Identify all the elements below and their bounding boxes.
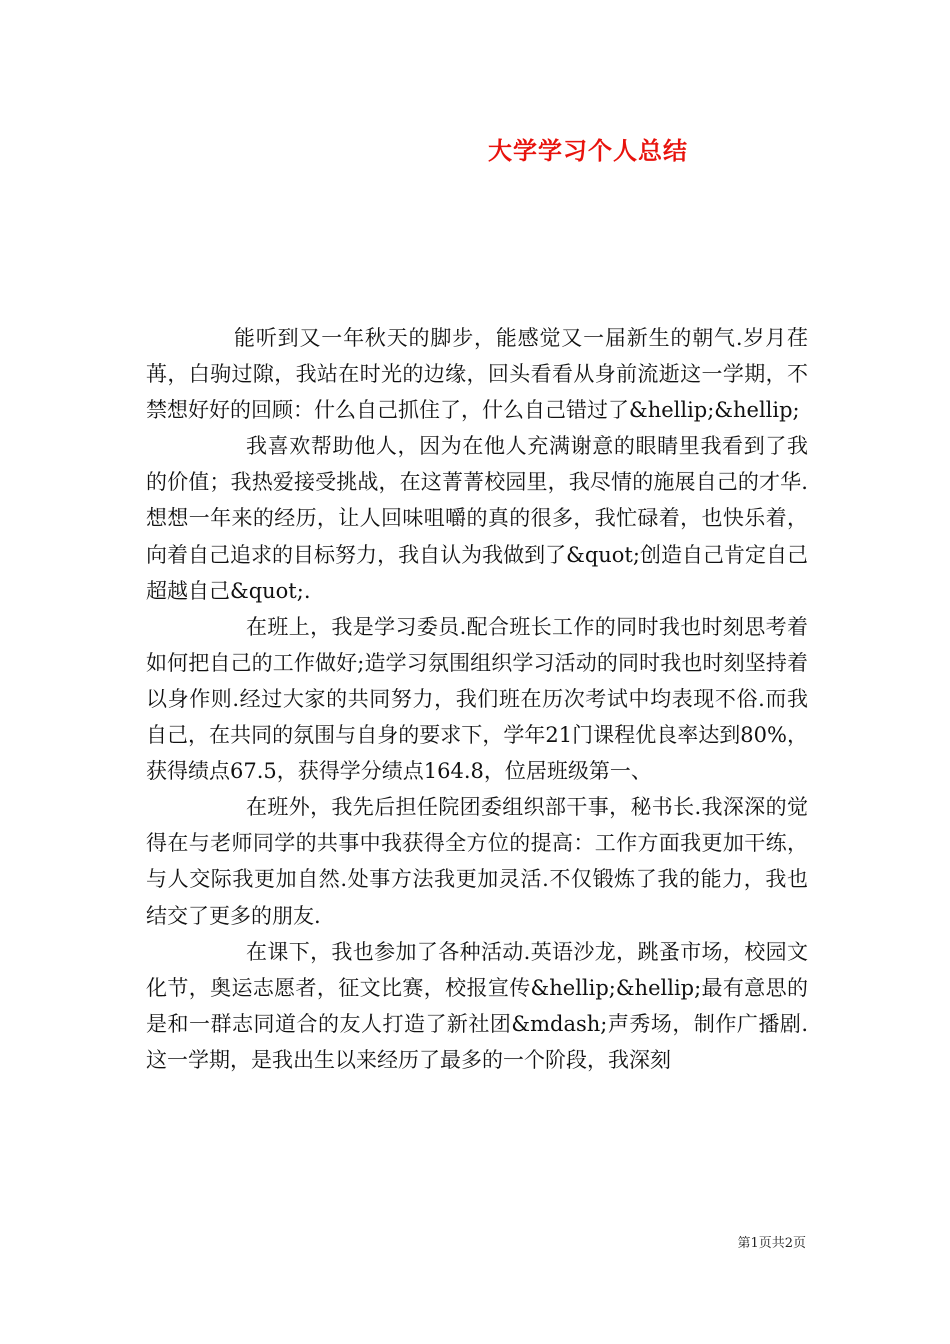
paragraph-4: 在班外，我先后担任院团委组织部干事，秘书长.我深深的觉得在与老师同学的共事中我获得全方位的提高：工作方面我更加干练，与人交际我更加自然.处事方法我更加灵活.不仅锻炼了我的能力，我也结交了更多的朋友. — [146, 795, 808, 928]
document-body — [146, 320, 808, 1078]
paragraph-5: 在课下，我也参加了各种活动.英语沙龙，跳蚤市场，校园文化节，奥运志愿者，征文比赛，校报宣传&hellip;&hellip;最有意思的是和一群志同道合的友人打造了新社团&mdash;声秀场，制作广播剧.这一学期，是我出生以来经历了最多的一个阶段，我深刻 — [146, 939, 808, 1072]
paragraph-1: 能听到又一年秋天的脚步，能感觉又一届新生的朝气.岁月荏苒，白驹过隙，我站在时光的边缘，回头看看从身前流逝这一学期，不禁想好好的回顾：什么自己抓住了，什么自己错过了&hellip;&hellip; — [146, 326, 808, 423]
page-number-footer: 第1页共2页 — [737, 1236, 806, 1251]
paragraph-3: 在班上，我是学习委员.配合班长工作的同时我也时刻思考着如何把自己的工作做好;造学习氛围组织学习活动的同时我也时刻坚持着以身作则.经过大家的共同努力，我们班在历次考试中均表现不俗.而我自己，在共同的氛围与自身的要求下，学年21门课程优良率达到80%，获得绩点67.5，获得学分绩点164.8，位居班级第一、 — [146, 614, 808, 784]
page-title: 大学学习个人总结 — [488, 136, 688, 165]
paragraph-2: 我喜欢帮助他人，因为在他人充满谢意的眼睛里我看到了我的价值；我热爱接受挑战，在这菁菁校园里，我尽情的施展自己的才华.想想一年来的经历，让人回味咀嚼的真的很多，我忙碌着，也快乐着，向着自己追求的目标努力，我自认为我做到了&quot;创造自己肯定自己超越自己&quot;. — [146, 434, 808, 603]
